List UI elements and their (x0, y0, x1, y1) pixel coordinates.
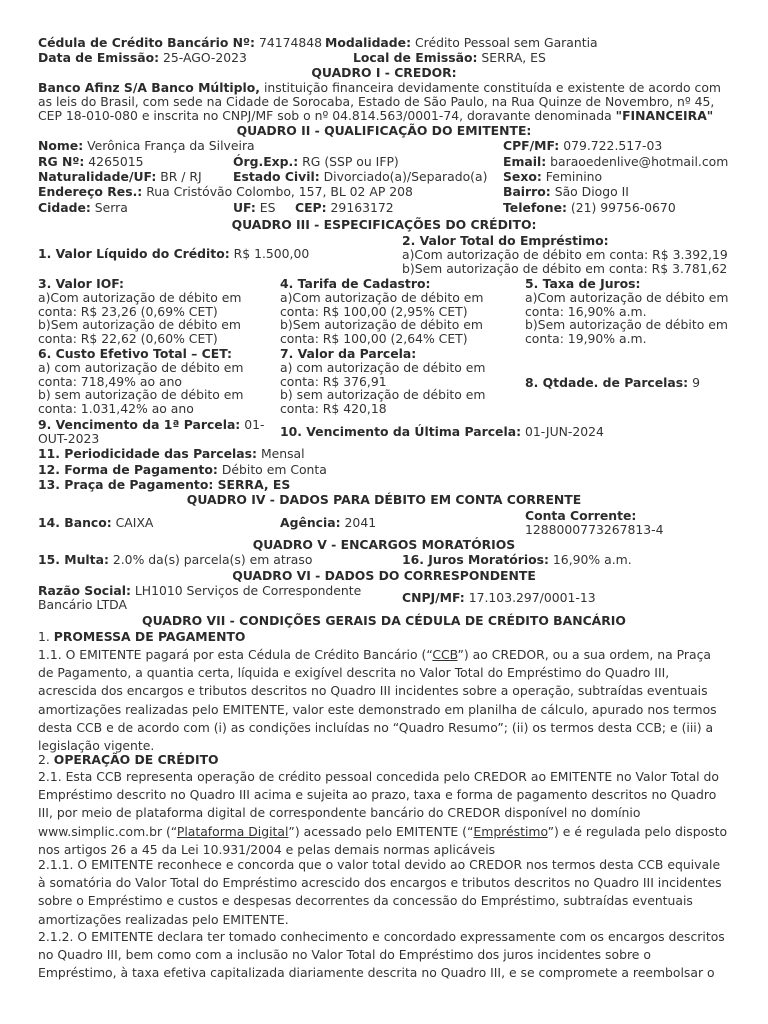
venc-ultima-label: 10. Vencimento da Última Parcela: (280, 424, 522, 439)
credor-line-3 (38, 109, 713, 123)
clause-1-1-ccb-term: CCB (432, 647, 458, 662)
cidade-field (38, 201, 128, 215)
parcela-line-2: conta: R$ 376,91 (280, 373, 387, 389)
quadro-7-title: QUADRO VII - CONDIÇÕES GERAIS DA CÉDULA DE CRÉDITO BANCÁRIO (142, 613, 626, 628)
ccb-number-value: 74174848 (258, 35, 323, 50)
venc-1-value-cont: OUT-2023 (38, 431, 100, 446)
endereco-label: Endereço Res.: (38, 184, 143, 199)
email-value: baraoedenlive@hotmail.com (550, 154, 729, 169)
valor-total-a: a)Com autorização de débito em conta: R$ 3.392,19 (402, 247, 728, 262)
naturalidade-value: BR / RJ (160, 169, 202, 184)
cnpj-field (402, 591, 596, 605)
clause-2-1-part-b: ”) acessado pelo EMITENTE (“ (288, 823, 474, 839)
sexo-label: Sexo: (503, 169, 542, 184)
agencia-field (280, 516, 376, 530)
parcela-line-4: conta: R$ 420,18 (280, 401, 387, 417)
forma-pagamento-label: 12. Forma de Pagamento: (38, 462, 218, 477)
naturalidade-label: Naturalidade/UF: (38, 169, 157, 184)
emissao-label: Data de Emissão: (38, 50, 160, 65)
modalidade-row (325, 36, 598, 50)
bairro-value: São Diogo II (554, 184, 629, 199)
cidade-value: Serra (94, 200, 128, 215)
local-emissao-row (353, 51, 546, 65)
juros-line-4: conta: 19,90% a.m. (525, 331, 647, 347)
tarifa-line-4: conta: R$ 100,00 (2,64% CET) (280, 331, 468, 347)
juros-label: 5. Taxa de Juros: (525, 276, 641, 291)
parcela-block (280, 347, 486, 416)
clause-1-1-part-b: ”) ao CREDOR, ou a sua ordem, na Praça de Pagamento, a quantia certa, líquida e exigível descrita no Valor Total do Empréstimo do Quadro III, acrescida dos encargos e tributos descritos no Quadro III incidentes sobre a operação, subtraídas eventuais amortizações realizadas pelo EMITENTE, valor este demonstrado em planilha de cálculo, apurado nos termos desta CCB e de acordo com (i) as condições incluídas no “Quadro Resumo”; (ii) os termos desta CCB; e (iii) a legislação vigente. (38, 647, 717, 754)
uf-label: UF: (233, 200, 256, 215)
cep-field (295, 201, 394, 215)
clause-2-1-part-a: 2.1. Esta CCB representa operação de crédito pessoal concedida pelo CREDOR ao EMITENTE no Valor Total do Empréstimo descrito no Quadro III acima e sujeita ao prazo, taxa e forma de pagamento descritos no Quadro III, por meio de plataforma digital de correspondente bancário do CREDOR disponível no domínio www.simplic.com.br (“ (38, 769, 719, 839)
nome-field (38, 139, 255, 153)
qtd-parcelas-label: 8. Qtdade. de Parcelas: (525, 375, 689, 390)
venc-ultima-field (280, 425, 604, 439)
juros-moratorios-value: 16,90% a.m. (552, 552, 632, 567)
clause-1-1-part-a: 1.1. O EMITENTE pagará por esta Cédula de Crédito Bancário (“ (38, 647, 433, 662)
clause-2-1-2: 2.1.2. O EMITENTE declara ter tomado conhecimento e concordado expressamente com os encargos descritos no Quadro III, bem como com a inclusão no Valor Total do Empréstimo dos juros incidentes sobre o Empréstimo, à taxa efetiva capitalizada diariamente descrita no Quadro III, e se compromete a reembolsar o (38, 929, 725, 981)
forma-pagamento-field (38, 463, 327, 477)
cnpj-value: 17.103.297/0001-13 (468, 590, 596, 605)
cet-label: 6. Custo Efetivo Total – CET: (38, 346, 232, 361)
iof-line-2: conta: R$ 23,26 (0,69% CET) (38, 303, 218, 319)
venc-ultima-value: 01-JUN-2024 (524, 424, 604, 439)
cpf-field (503, 139, 662, 153)
banco-label: 14. Banco: (38, 515, 112, 530)
praca-pagamento: 13. Praça de Pagamento: SERRA, ES (38, 477, 291, 492)
clause-2-1 (38, 768, 728, 859)
qtd-parcelas-field (525, 376, 700, 390)
uf-field (233, 201, 275, 215)
valor-total-b: b)Sem autorização de débito em conta: R$ 3.781,62 (402, 261, 728, 276)
quadro-2-title: QUADRO II - QUALIFICAÇÃO DO EMITENTE: (236, 123, 532, 138)
quadro-4-title: QUADRO IV - DADOS PARA DÉBITO EM CONTA CORRENTE (186, 492, 582, 507)
iof-block (38, 277, 241, 346)
multa-value: 2.0% da(s) parcela(s) em atraso (112, 552, 313, 567)
cet-line-1: a) com autorização de débito em (38, 359, 244, 375)
juros-line-1: a)Com autorização de débito em (525, 289, 729, 305)
valor-liquido-label: 1. Valor Líquido do Crédito: (38, 246, 230, 261)
quadro-3-title: QUADRO III - ESPECIFICAÇÕES DO CRÉDITO: (231, 217, 537, 232)
tarifa-line-3: b)Sem autorização de débito em (280, 317, 483, 333)
estado-civil-label: Estado Civil: (233, 169, 320, 184)
email-label: Email: (503, 154, 547, 169)
section-2-heading (38, 753, 219, 767)
razao-social-value-cont: Bancário LTDA (38, 596, 127, 612)
section-2-number: 2. (38, 752, 50, 767)
banco-field (38, 516, 153, 530)
ccb-number-row (38, 36, 322, 50)
cnpj-label: CNPJ/MF: (402, 590, 465, 605)
cep-value: 29163172 (330, 200, 394, 215)
sexo-value: Feminino (545, 169, 603, 184)
valor-liquido-field (38, 247, 309, 261)
org-exp-field (233, 155, 399, 169)
telefone-field (503, 201, 676, 215)
estado-civil-value: Divorciado(a)/Separado(a) (323, 169, 488, 184)
clause-2-1-plataforma-term: Plataforma Digital (176, 823, 289, 839)
conta-corrente-value: 1288000773267813-4 (525, 521, 664, 537)
venc-1-label: 9. Vencimento da 1ª Parcela: (38, 417, 241, 432)
razao-social-block (38, 584, 361, 612)
modalidade-label: Modalidade: (325, 35, 412, 50)
iof-line-1: a)Com autorização de débito em (38, 289, 242, 305)
modalidade-value: Crédito Pessoal sem Garantia (414, 35, 598, 50)
forma-pagamento-value: Débito em Conta (221, 462, 327, 477)
uf-value: ES (259, 200, 276, 215)
emissao-row (38, 51, 247, 65)
credor-desc-2: as leis do Brasil, com sede na Cidade de Sorocaba, Estado de São Paulo, na Rua Quinze de Novembro, nº 45, (38, 94, 715, 109)
periodicidade-value: Mensal (260, 446, 305, 461)
cidade-label: Cidade: (38, 200, 91, 215)
sexo-field (503, 170, 602, 184)
local-emissao-value: SERRA, ES (481, 50, 546, 65)
org-exp-label: Órg.Exp.: (233, 154, 299, 169)
ccb-number-label: Cédula de Crédito Bancário Nº: (38, 35, 255, 50)
valor-total-heading: 2. Valor Total do Empréstimo: (402, 233, 609, 248)
iof-line-3: b)Sem autorização de débito em (38, 317, 241, 333)
section-1-title: PROMESSA DE PAGAMENTO (53, 629, 246, 644)
conta-corrente-label: Conta Corrente: (525, 508, 637, 523)
parcela-line-3: b) sem autorização de débito em (280, 387, 486, 403)
valor-total-label (402, 234, 609, 248)
rg-value: 4265015 (88, 154, 144, 169)
tarifa-line-1: a)Com autorização de débito em (280, 289, 484, 305)
razao-social-label: Razão Social: (38, 583, 131, 598)
venc-1-value: 01- (244, 417, 265, 432)
credor-name: Banco Afinz S/A Banco Múltiplo, (38, 80, 260, 95)
rg-field (38, 155, 143, 169)
razao-social-value: LH1010 Serviços de Correspondente (134, 583, 362, 598)
quadro-1-title: QUADRO I - CREDOR: (311, 65, 457, 80)
juros-moratorios-label: 16. Juros Moratórios: (402, 552, 549, 567)
quadro-5-title: QUADRO V - ENCARGOS MORATÓRIOS (252, 537, 516, 552)
clause-2-1-1: 2.1.1. O EMITENTE reconhece e concorda que o valor total devido ao CREDOR nos termos desta CCB equivale à somatória do Valor Total do Empréstimo acrescido dos encargos e tributos descritos no Quadro III incidentes sobre o Empréstimo e custos e despesas decorrentes da concessão do Empréstimo, subtraídas eventuais amortizações realizadas pelo EMITENTE. (38, 857, 722, 927)
cep-label: CEP: (295, 200, 327, 215)
agencia-value: 2041 (344, 515, 377, 530)
quadro-6-title: QUADRO VI - DADOS DO CORRESPONDENTE (232, 568, 536, 583)
iof-line-4: conta: R$ 22,62 (0,60% CET) (38, 331, 218, 347)
rg-label: RG Nº: (38, 154, 85, 169)
emissao-value: 25-AGO-2023 (163, 50, 247, 65)
iof-label: 3. Valor IOF: (38, 276, 124, 291)
banco-value: CAIXA (115, 515, 154, 530)
credor-line-1 (38, 81, 721, 95)
cet-line-3: b) sem autorização de débito em (38, 387, 244, 403)
bairro-field (503, 185, 629, 199)
email-field (503, 155, 728, 169)
telefone-label: Telefone: (503, 200, 567, 215)
cet-line-2: conta: 718,49% ao ano (38, 373, 183, 389)
section-1-heading (38, 630, 245, 644)
credor-alias: "FINANCEIRA" (615, 108, 714, 123)
conta-corrente-block (525, 509, 664, 537)
multa-field (38, 553, 312, 567)
estado-civil-field (233, 170, 487, 184)
endereco-field (38, 185, 413, 199)
venc-1-field (38, 418, 264, 432)
parcela-label: 7. Valor da Parcela: (280, 346, 417, 361)
valor-liquido-value: R$ 1.500,00 (233, 246, 310, 261)
nome-value: Verônica França da Silveira (87, 138, 255, 153)
periodicidade-field (38, 447, 305, 461)
tarifa-block (280, 277, 483, 346)
cpf-label: CPF/MF: (503, 138, 560, 153)
juros-line-2: conta: 16,90% a.m. (525, 303, 647, 319)
section-1-number: 1. (38, 629, 50, 644)
nome-label: Nome: (38, 138, 84, 153)
cet-block (38, 347, 244, 416)
cet-line-4: conta: 1.031,42% ao ano (38, 401, 194, 417)
juros-line-3: b)Sem autorização de débito em (525, 317, 728, 333)
credor-desc-1: instituição financeira devidamente constituída e existente de acordo com (263, 80, 722, 95)
cpf-value: 079.722.517-03 (563, 138, 663, 153)
telefone-value: (21) 99756-0670 (570, 200, 676, 215)
org-exp-value: RG (SSP ou IFP) (302, 154, 399, 169)
bairro-label: Bairro: (503, 184, 551, 199)
agencia-label: Agência: (280, 515, 341, 530)
juros-moratorios-field (402, 553, 632, 567)
parcela-line-1: a) com autorização de débito em (280, 359, 486, 375)
local-emissao-label: Local de Emissão: (353, 50, 478, 65)
credor-desc-3: CEP 18-010-080 e inscrita no CNPJ/MF sob o nº 04.814.563/0001-74, doravante denominada (38, 108, 612, 123)
tarifa-line-2: conta: R$ 100,00 (2,95% CET) (280, 303, 468, 319)
clause-1-1 (38, 646, 728, 755)
periodicidade-label: 11. Periodicidade das Parcelas: (38, 446, 257, 461)
multa-label: 15. Multa: (38, 552, 109, 567)
juros-block (525, 277, 728, 346)
clause-2-1-emprestimo-term: Empréstimo (473, 823, 548, 839)
tarifa-label: 4. Tarifa de Cadastro: (280, 276, 431, 291)
section-2-title: OPERAÇÃO DE CRÉDITO (53, 752, 219, 767)
clause-2-1-part-c: ”) e é regulada pelo disposto nos artigos 26 a 45 da Lei 10.931/2004 e pelas demais normas aplicáveis (38, 823, 728, 857)
qtd-parcelas-value: 9 (692, 375, 700, 390)
endereco-value: Rua Cristóvão Colombo, 157, BL 02 AP 208 (146, 184, 413, 199)
naturalidade-field (38, 170, 202, 184)
